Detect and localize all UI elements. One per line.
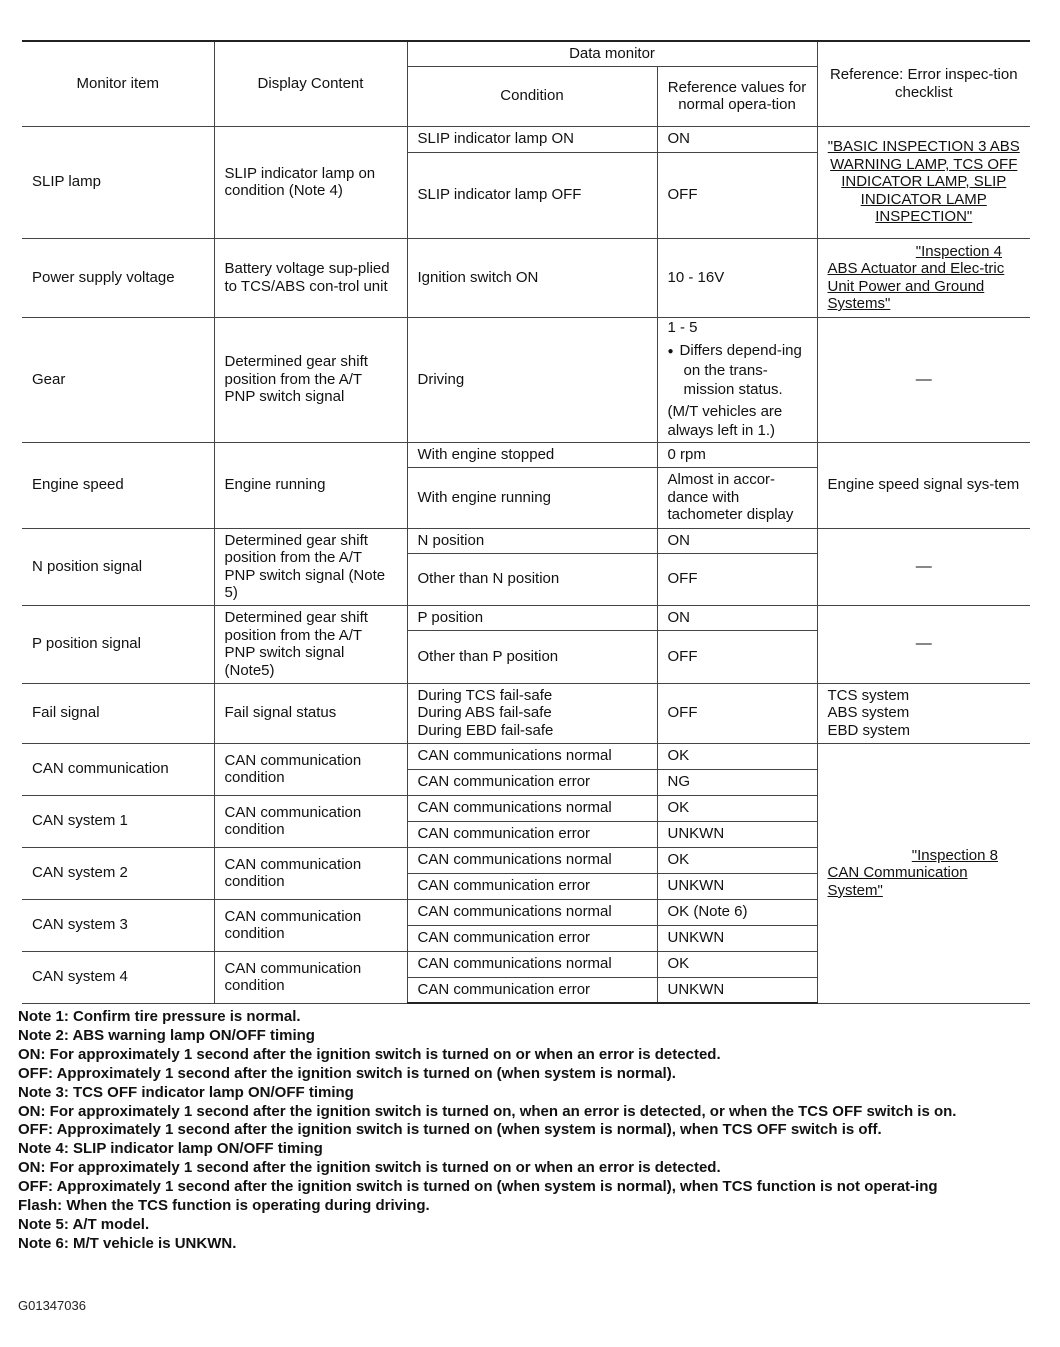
notes-section [18, 1008, 1048, 1254]
note-2: Note 2: ABS warning lamp ON/OFF timing [18, 1026, 315, 1044]
gear-condition: Driving [407, 317, 657, 442]
can-communication-content: CAN communication condition [214, 743, 407, 795]
can-system-2-condition-normal: CAN communications normal [407, 847, 657, 873]
p-position-content: Determined gear shift position from the A/T PNP switch signal (Note5) [214, 605, 407, 683]
can-communication-condition-error: CAN communication error [407, 769, 657, 795]
can-communication-value-error: NG [657, 769, 817, 795]
can-system-3-value-error: UNKWN [657, 925, 817, 951]
note-4-on: ON: For approximately 1 second after the ignition switch is turned on or when an error is detected. [18, 1159, 721, 1177]
gear-value-bullet: ● Differs depend-ing on the trans-mission status. [668, 342, 807, 400]
slip-lamp-condition-off: SLIP indicator lamp OFF [407, 152, 657, 238]
slip-lamp-value-on: ON [657, 126, 817, 152]
can-system-4-condition-error: CAN communication error [407, 977, 657, 1003]
can-communication-value-normal: OK [657, 743, 817, 769]
can-system-2-content: CAN communication condition [214, 847, 407, 899]
note-6: Note 6: M/T vehicle is UNKWN. [18, 1234, 237, 1252]
note-1: Note 1: Confirm tire pressure is normal. [18, 1008, 301, 1025]
can-reference-line1[interactable]: "Inspection 8 [911, 846, 998, 864]
power-supply-value: 10 - 16V [657, 238, 817, 317]
note-2-off: OFF: Approximately 1 second after the ignition switch is turned on (when system is normal). [18, 1064, 676, 1082]
note-4-flash: Flash: When the TCS function is operating during driving. [18, 1197, 430, 1215]
can-system-1-value-normal: OK [657, 795, 817, 821]
header-monitor-item: Monitor item [22, 41, 214, 126]
p-position-item: P position signal [22, 605, 214, 683]
p-position-value-p: ON [657, 605, 817, 630]
slip-lamp-condition-on: SLIP indicator lamp ON [407, 126, 657, 152]
fail-signal-condition-ebd: During EBD fail-safe [417, 721, 554, 739]
p-position-reference: — [817, 605, 1030, 683]
can-system-4-content: CAN communication condition [214, 951, 407, 1003]
can-system-2-value-normal: OK [657, 847, 817, 873]
can-system-4-value-error: UNKWN [657, 977, 817, 1003]
can-communication-condition-normal: CAN communications normal [407, 743, 657, 769]
can-system-2-condition-error: CAN communication error [407, 873, 657, 899]
can-system-3-item: CAN system 3 [22, 899, 214, 951]
can-system-1-condition-error: CAN communication error [407, 821, 657, 847]
n-position-reference: — [817, 528, 1030, 605]
data-monitor-table [22, 40, 1030, 1004]
fail-signal-reference-ebd: EBD system [827, 721, 911, 739]
p-position-condition-other: Other than P position [407, 630, 657, 683]
header-error-checklist: Reference: Error inspec-tion checklist [817, 41, 1030, 126]
slip-lamp-item: SLIP lamp [22, 126, 214, 238]
fail-signal-content: Fail signal status [214, 683, 407, 743]
note-3-off: OFF: Approximately 1 second after the ignition switch is turned on (when system is normal), when TCS OFF switch is off. [18, 1121, 882, 1139]
engine-speed-item: Engine speed [22, 442, 214, 528]
bullet-icon [668, 342, 680, 359]
n-position-condition-n: N position [407, 528, 657, 553]
power-supply-reference-rest[interactable]: ABS Actuator and Elec-tric Unit Power and Ground Systems" [827, 260, 1005, 312]
can-system-1-content: CAN communication condition [214, 795, 407, 847]
power-supply-condition: Ignition switch ON [407, 238, 657, 317]
engine-speed-condition-running: With engine running [407, 467, 657, 528]
engine-speed-content: Engine running [214, 442, 407, 528]
can-system-3-value-normal: OK (Note 6) [657, 899, 817, 925]
engine-speed-condition-stopped: With engine stopped [407, 442, 657, 467]
n-position-item: N position signal [22, 528, 214, 605]
slip-lamp-content: SLIP indicator lamp on condition (Note 4) [214, 126, 407, 238]
note-3-on: ON: For approximately 1 second after the ignition switch is turned on, when an error is detected, or when the TCS OFF switch is on. [18, 1102, 957, 1120]
p-position-condition-p: P position [407, 605, 657, 630]
gear-content: Determined gear shift position from the A/T PNP switch signal [214, 317, 407, 442]
can-system-1-condition-normal: CAN communications normal [407, 795, 657, 821]
figure-id: G01347036 [18, 1298, 86, 1313]
note-4: Note 4: SLIP indicator lamp ON/OFF timing [18, 1140, 323, 1158]
header-reference-values: Reference values for normal opera-tion [657, 66, 817, 126]
gear-value-range: 1 - 5 [667, 319, 698, 336]
can-reference-rest[interactable]: CAN Communication System" [827, 864, 968, 899]
can-system-4-value-normal: OK [657, 951, 817, 977]
engine-speed-reference: Engine speed signal sys-tem [817, 442, 1030, 528]
header-condition: Condition [407, 66, 657, 126]
fail-signal-reference-abs: ABS system [827, 704, 910, 722]
can-system-4-item: CAN system 4 [22, 951, 214, 1003]
n-position-value-n: ON [657, 528, 817, 553]
slip-lamp-value-off: OFF [657, 152, 817, 238]
fail-signal-reference-tcs: TCS system [827, 686, 910, 704]
can-system-2-value-error: UNKWN [657, 873, 817, 899]
note-2-on: ON: For approximately 1 second after the ignition switch is turned on or when an error is detected. [18, 1045, 721, 1063]
can-system-1-item: CAN system 1 [22, 795, 214, 847]
fail-signal-reference [817, 683, 1030, 743]
slip-lamp-reference-link[interactable]: "BASIC INSPECTION 3 ABS WARNING LAMP, TCS OFF INDICATOR LAMP, SLIP INDICATOR LAMP INSPECTION" [817, 126, 1030, 238]
power-supply-content: Battery voltage sup-plied to TCS/ABS con-trol unit [214, 238, 407, 317]
power-supply-reference-line1[interactable]: "Inspection 4 [915, 242, 1002, 260]
power-supply-reference-link[interactable] [817, 238, 1030, 317]
can-system-3-content: CAN communication condition [214, 899, 407, 951]
power-supply-item: Power supply voltage [22, 238, 214, 317]
can-reference-link[interactable] [817, 743, 1030, 1003]
n-position-condition-other: Other than N position [407, 553, 657, 605]
gear-value-note: (M/T vehicles are always left in 1.) [667, 403, 783, 439]
note-3: Note 3: TCS OFF indicator lamp ON/OFF timing [18, 1083, 354, 1101]
fail-signal-condition-abs: During ABS fail-safe [417, 704, 552, 722]
can-communication-item: CAN communication [22, 743, 214, 795]
fail-signal-condition-tcs: During TCS fail-safe [417, 686, 553, 704]
engine-speed-value-stopped: 0 rpm [657, 442, 817, 467]
n-position-content: Determined gear shift position from the A/T PNP switch signal (Note 5) [214, 528, 407, 605]
n-position-value-other: OFF [657, 553, 817, 605]
note-4-off: OFF: Approximately 1 second after the ignition switch is turned on (when system is normal), when TCS function is not operat-ing [18, 1178, 938, 1196]
can-system-2-item: CAN system 2 [22, 847, 214, 899]
fail-signal-conditions [407, 683, 657, 743]
can-system-3-condition-error: CAN communication error [407, 925, 657, 951]
gear-reference: — [817, 317, 1030, 442]
can-system-4-condition-normal: CAN communications normal [407, 951, 657, 977]
header-display-content: Display Content [214, 41, 407, 126]
note-5: Note 5: A/T model. [18, 1215, 150, 1233]
can-system-1-value-error: UNKWN [657, 821, 817, 847]
engine-speed-value-running: Almost in accor-dance with tachometer display [657, 467, 817, 528]
gear-value [657, 317, 817, 442]
can-system-3-condition-normal: CAN communications normal [407, 899, 657, 925]
fail-signal-value: OFF [657, 683, 817, 743]
header-data-monitor: Data monitor [407, 41, 817, 66]
p-position-value-other: OFF [657, 630, 817, 683]
fail-signal-item: Fail signal [22, 683, 214, 743]
gear-item: Gear [22, 317, 214, 442]
